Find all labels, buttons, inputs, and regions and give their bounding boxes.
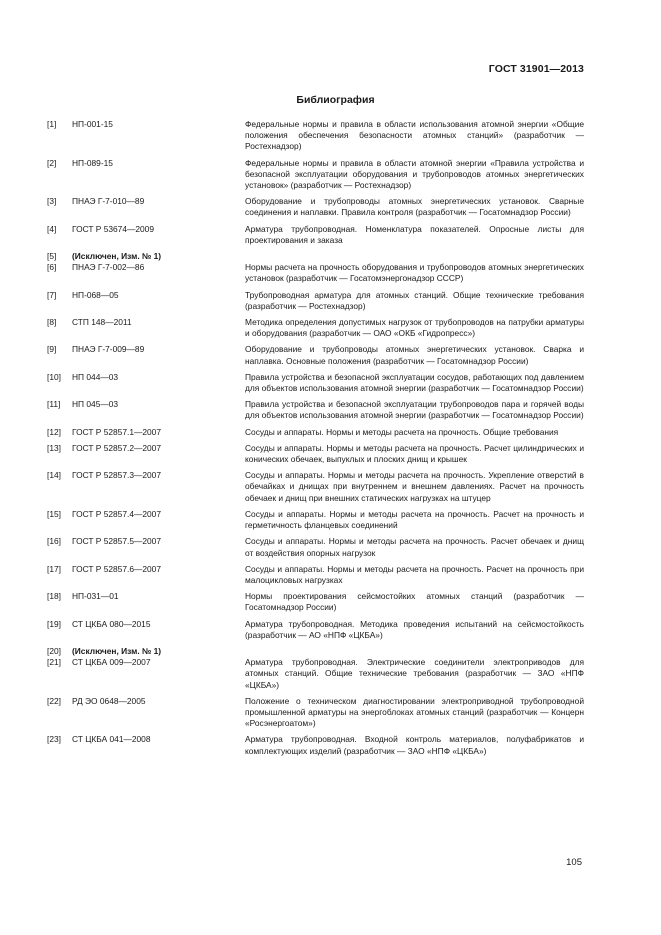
entry-number: [20] — [47, 645, 61, 656]
entry-code: ПНАЭ Г-7-009—89 — [72, 344, 145, 355]
entry-number: [18] — [47, 591, 61, 602]
entry-number: [10] — [47, 371, 61, 382]
entry-code: НП-068—05 — [72, 289, 119, 300]
entry-code: (Исключен, Изм. № 1) — [72, 251, 162, 262]
bibliography-entry — [47, 470, 584, 504]
entry-description: Положение о техническом диагностировании электроприводной трубопроводной промышленной арматуры на энергоблоках атомных станций (разработчик — Концерн «Росэнергоатом») — [245, 695, 584, 729]
entry-code: (Исключен, Изм. № 1) — [72, 645, 162, 656]
bibliography-entry — [47, 344, 584, 366]
entry-code: НП 045—03 — [72, 399, 119, 410]
entry-description: Арматура трубопроводная. Номенклатура показателей. Опросные листы для проектирования и заказа — [245, 223, 584, 245]
bibliography-entry — [47, 224, 584, 246]
entry-number: [2] — [47, 157, 57, 168]
entry-number: [15] — [47, 508, 61, 519]
entry-code: ПНАЭ Г-7-010—89 — [72, 196, 145, 207]
entry-code: СТ ЦКБА 041—2008 — [72, 734, 151, 745]
entry-description: Оборудование и трубопроводы атомных энергетических установок. Сварные соединения и наплавки. Правила контроля (разработчик — Госатомнадзор России) — [245, 196, 584, 218]
entry-code: НП-031—01 — [72, 591, 119, 602]
entry-description: Арматура трубопроводная. Методика проведения испытаний на сейсмостойкость (разработчик — АО «НПФ «ЦКБА») — [245, 618, 584, 640]
bibliography-entry — [47, 536, 584, 558]
entry-description: Арматура трубопроводная. Входной контроль материалов, полуфабрикатов и комплектующих изделий (разработчик — ЗАО «НПФ «ЦКБА») — [245, 734, 584, 756]
bibliography-entry — [47, 158, 584, 192]
entry-description: Трубопроводная арматура для атомных станций. Общие технические требования (разработчик — Ростехнадзор) — [245, 289, 584, 311]
entry-description: Федеральные нормы и правила в области атомной энергии «Правила устройства и безопасной эксплуатации оборудования и трубопроводов атомных энергетических установок» (разработчик — Ростехнадзор) — [245, 157, 584, 191]
standard-header: ГОСТ 31901—2013 — [488, 63, 584, 75]
bibliography-entry — [47, 657, 584, 691]
entry-code: ГОСТ Р 52857.6—2007 — [72, 563, 161, 574]
bibliography-entry — [47, 564, 584, 586]
entry-number: [9] — [47, 344, 57, 355]
bibliography-entry — [47, 290, 584, 312]
entry-number: [7] — [47, 289, 57, 300]
entry-number: [13] — [47, 442, 61, 453]
entry-description: Правила устройства и безопасной эксплуатации трубопроводов пара и горячей воды для объектов использования атомной энергии (разработчик — Госатомнадзор России) — [245, 399, 584, 421]
page-title: Библиография — [296, 94, 375, 106]
bibliography-entry — [47, 196, 584, 218]
entry-number: [23] — [47, 734, 61, 745]
bibliography-entry — [47, 734, 584, 756]
bibliography-entry — [47, 591, 584, 613]
bibliography-entry — [47, 427, 584, 438]
bibliography-entry — [47, 119, 584, 153]
entry-code: НП-001-15 — [72, 119, 113, 129]
entry-number: [17] — [47, 563, 61, 574]
bibliography-entry — [47, 317, 584, 339]
entry-description: Сосуды и аппараты. Нормы и методы расчета на прочность. Общие требования — [245, 426, 559, 437]
bibliography-entry — [47, 399, 584, 421]
entry-number: [8] — [47, 317, 57, 328]
bibliography-entry — [47, 619, 584, 641]
entry-code: ПНАЭ Г-7-002—86 — [72, 262, 145, 273]
entry-number: [5] — [47, 251, 57, 262]
entry-code: НП-089-15 — [72, 157, 113, 168]
entry-description: Нормы расчета на прочность оборудования и трубопроводов атомных энергетических установок (разработчик — Госатомэнергонадзор СССР) — [245, 262, 584, 284]
entry-number: [14] — [47, 470, 61, 481]
entry-number: [4] — [47, 223, 57, 234]
entry-code: СТ ЦКБА 080—2015 — [72, 618, 151, 629]
entry-description: Сосуды и аппараты. Нормы и методы расчета на прочность. Расчет на прочность при малоцикловых нагрузках — [245, 563, 584, 585]
entry-number: [11] — [47, 399, 61, 410]
entry-code: ГОСТ Р 52857.1—2007 — [72, 426, 161, 437]
entry-description: Сосуды и аппараты. Нормы и методы расчета на прочность. Расчет обечаек и днищ от воздействия опорных нагрузок — [245, 536, 584, 558]
entry-number: [19] — [47, 618, 61, 629]
bibliography-entry — [47, 696, 584, 730]
entry-code: СТП 148—2011 — [72, 317, 132, 328]
bibliography-entry — [47, 646, 584, 657]
entry-number: [12] — [47, 426, 61, 437]
bibliography-entry — [47, 372, 584, 394]
bibliography-entry — [47, 443, 584, 465]
entry-code: ГОСТ Р 52857.2—2007 — [72, 442, 161, 453]
bibliography-entry — [47, 262, 584, 284]
entry-description: Правила устройства и безопасной эксплуатации сосудов, работающих под давлением для объектов использования атомной энергии (разработчик — Госатомнадзор России) — [245, 371, 584, 394]
bibliography-list — [47, 119, 584, 762]
entry-description: Нормы проектирования сейсмостойких атомных станций (разработчик — Госатомнадзор России) — [245, 591, 584, 613]
entry-number: [16] — [47, 536, 61, 547]
entry-description: Оборудование и трубопроводы атомных энергетических установок. Сварка и наплавка. Основные положения (разработчик — Госатомнадзор России) — [245, 344, 584, 366]
entry-description: Сосуды и аппараты. Нормы и методы расчета на прочность. Расчет цилиндрических и конических обечаек, выпуклых и плоских днищ и крышек — [245, 442, 584, 465]
entry-description: Сосуды и аппараты. Нормы и методы расчета на прочность. Расчет на прочность и герметичность фланцевых соединений — [245, 508, 584, 531]
bibliography-entry — [47, 509, 584, 531]
entry-code: ГОСТ Р 52857.3—2007 — [72, 470, 161, 481]
entry-code: ГОСТ Р 53674—2009 — [72, 223, 154, 234]
entry-description: Сосуды и аппараты. Нормы и методы расчета на прочность. Укрепление отверстий в обечайках и днищах при внутреннем и внешнем давлениях. Расчет на прочность обечаек и днищ при внешних статических нагрузках на штуцер — [245, 470, 584, 503]
entry-code: РД ЭО 0648—2005 — [72, 695, 146, 706]
entry-number: [21] — [47, 657, 61, 668]
entry-code: ГОСТ Р 52857.5—2007 — [72, 536, 161, 547]
entry-code: НП 044—03 — [72, 371, 119, 382]
entry-number: [1] — [47, 119, 57, 129]
entry-number: [3] — [47, 196, 57, 207]
entry-number: [6] — [47, 262, 57, 273]
entry-description: Арматура трубопроводная. Электрические соединители электроприводов для атомных станций. Общие технические требования (разработчик — ЗАО «НПФ «ЦКБА») — [245, 657, 584, 690]
entry-number: [22] — [47, 695, 61, 706]
bibliography-entry — [47, 251, 584, 262]
entry-code: ГОСТ Р 52857.4—2007 — [72, 508, 161, 519]
entry-code: СТ ЦКБА 009—2007 — [72, 657, 151, 668]
entry-description: Методика определения допустимых нагрузок от трубопроводов на патрубки арматуры и оборудования (разработчик — ОАО «ОКБ «Гидропресс») — [245, 317, 584, 339]
entry-description — [245, 646, 584, 657]
page-number: 105 — [566, 857, 582, 868]
entry-description: Федеральные нормы и правила в области использования атомной энергии «Общие положения обеспечения безопасности атомных станций» (разработчик — Ростехнадзор) — [245, 119, 584, 152]
entry-description — [245, 251, 584, 262]
